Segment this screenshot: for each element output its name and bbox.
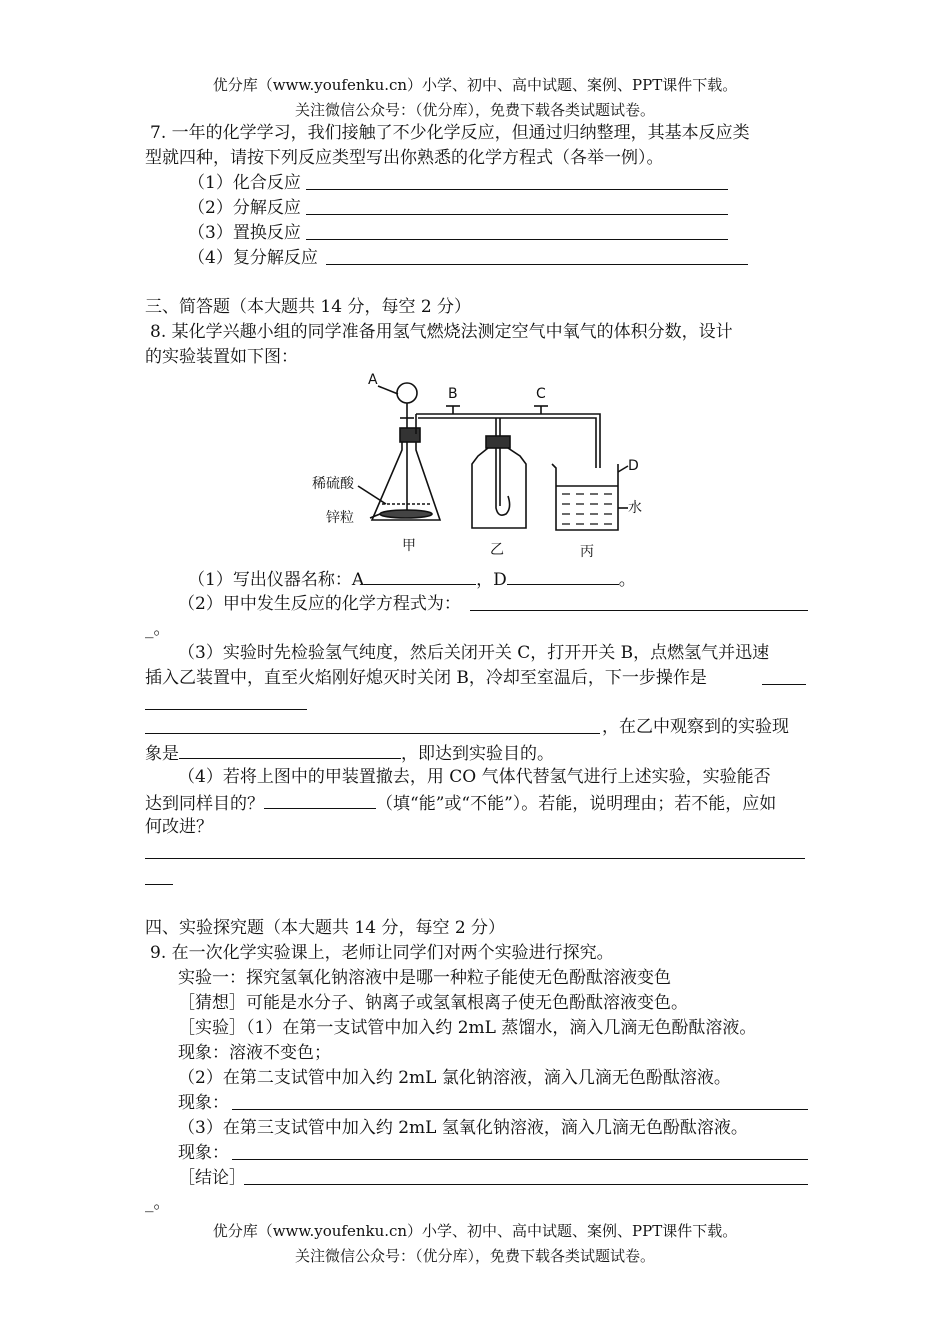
label-water: 水: [628, 500, 642, 516]
q8-part-1-b: ，D: [476, 570, 507, 590]
q7-item-2: （2）分解反应: [188, 198, 301, 218]
beaker-bing-icon: [552, 464, 628, 530]
q7-line-2: 型就四种，请按下列反应类型写出你熟悉的化学方程式（各举一例）。: [145, 148, 664, 168]
answer-blank-D[interactable]: [507, 566, 619, 585]
q9-exp1: 实验一：探究氢氧化钠溶液中是哪一种粒子能使无色酚酞溶液变色: [178, 968, 671, 988]
header-line-1: 优分库（www.youfenku.cn）小学、初中、高中试题、案例、PPT课件下载。: [212, 76, 738, 94]
label-acid: 稀硫酸: [312, 476, 354, 492]
label-yi: 乙: [490, 542, 504, 558]
q7-item-3: （3）置换反应: [188, 223, 301, 243]
q8-part-3-line-1: （3）实验时先检验氢气纯度，然后关闭开关 C，打开开关 B，点燃氢气并迅速: [178, 643, 770, 663]
q7-item-1: （1）化合反应: [188, 173, 301, 193]
q8-part-3-line-4: [145, 740, 554, 766]
q8-operation-blank-c[interactable]: [145, 733, 600, 734]
q8-operation-blank-b[interactable]: [145, 709, 307, 710]
q9-obs-1: 现象：溶液不变色；: [178, 1043, 331, 1063]
q8-operation-blank-a[interactable]: [762, 684, 806, 685]
label-jia: 甲: [402, 538, 416, 554]
q8-part-1-c: 。: [618, 570, 636, 590]
bottle-yi-icon: [472, 436, 526, 528]
q8-part-3-line-2: 插入乙装置中，直至火焰刚好熄灭时关闭 B，冷却至室温后，下一步操作是: [145, 668, 707, 688]
answer-blank-phenomenon[interactable]: [179, 740, 401, 759]
apparatus-diagram: [300, 368, 660, 563]
q8-part-4-line-1: （4）若将上图中的甲装置撤去，用 CO 气体代替氢气进行上述实验，实验能否: [178, 767, 771, 787]
q9-conclusion: ［结论］: [178, 1168, 246, 1188]
q7-answer-line-4[interactable]: [326, 264, 748, 265]
section4-title: 四、实验探究题（本大题共 14 分，每空 2 分）: [145, 918, 506, 938]
q8-line-2: 的实验装置如下图：: [145, 347, 298, 367]
q8-part-3-line-4-b: ，即达到实验目的。: [401, 744, 554, 764]
q8-part-3-line-3: ，在乙中观察到的实验现: [602, 717, 789, 737]
q8-part-4-line-2: [145, 790, 776, 816]
label-A: A: [368, 372, 378, 388]
label-zinc: 锌粒: [326, 510, 354, 526]
label-D: D: [628, 458, 639, 474]
q9-end: _。: [145, 1193, 171, 1213]
q8-improve-line[interactable]: [145, 858, 805, 859]
q7-answer-line-2[interactable]: [306, 214, 728, 215]
q8-part-2-end: _。: [145, 619, 171, 639]
q9-obs-2-line[interactable]: [232, 1109, 808, 1110]
q9-intro: 9. 在一次化学实验课上，老师让同学们对两个实验进行探究。: [150, 943, 614, 963]
footer-line-2: 关注微信公众号：（优分库），免费下载各类试题试卷。: [294, 1247, 655, 1265]
q8-part-4-line-2-b: （填“能”或“不能”）。若能，说明理由；若不能，应如: [376, 794, 777, 814]
q8-part-1: [188, 566, 636, 592]
label-bing: 丙: [580, 544, 594, 560]
q7-item-4: （4）复分解反应: [188, 248, 318, 268]
q9-exp-c: （3）在第三支试管中加入约 2mL 氢氧化钠溶液，滴入几滴无色酚酞溶液。: [178, 1118, 748, 1138]
q8-part-4-line-3: 何改进？: [145, 817, 213, 837]
q7-answer-line-1[interactable]: [306, 189, 728, 190]
q9-obs-3: 现象：: [178, 1143, 229, 1163]
q9-exp-b: （2）在第二支试管中加入约 2mL 氯化钠溶液，滴入几滴无色酚酞溶液。: [178, 1068, 731, 1088]
q8-part-3-line-4-a: 象是: [145, 744, 179, 764]
q9-conclusion-line[interactable]: [244, 1184, 808, 1185]
answer-blank-can-or-not[interactable]: [264, 790, 376, 809]
answer-blank-A[interactable]: [364, 566, 476, 585]
label-B: B: [448, 386, 458, 402]
q9-exp-a: ［实验］（1）在第一支试管中加入约 2mL 蒸馏水，滴入几滴无色酚酞溶液。: [178, 1018, 757, 1038]
q7-line-1: 7. 一年的化学学习，我们接触了不少化学反应，但通过归纳整理，其基本反应类: [150, 123, 750, 143]
section3-title: 三、简答题（本大题共 14 分，每空 2 分）: [145, 297, 472, 317]
q8-part-1-a: （1）写出仪器名称：A: [188, 570, 365, 590]
q8-equation-line[interactable]: [470, 610, 808, 611]
q9-obs-2: 现象：: [178, 1093, 229, 1113]
q8-improve-line-end[interactable]: [145, 884, 173, 885]
q9-obs-3-line[interactable]: [232, 1159, 808, 1160]
q7-answer-line-3[interactable]: [306, 239, 728, 240]
q8-part-2: （2）甲中发生反应的化学方程式为：: [178, 594, 461, 614]
q8-line-1: 8. 某化学兴趣小组的同学准备用氢气燃烧法测定空气中氧气的体积分数，设计: [150, 322, 733, 342]
footer-line-1: 优分库（www.youfenku.cn）小学、初中、高中试题、案例、PPT课件下载。: [212, 1222, 738, 1240]
flask-jia-icon: [358, 414, 440, 520]
header-line-2: 关注微信公众号：（优分库），免费下载各类试题试卷。: [294, 101, 655, 119]
label-C: C: [536, 386, 546, 402]
q9-guess: ［猜想］可能是水分子、钠离子或氢氧根离子使无色酚酞溶液变色。: [178, 993, 688, 1013]
q8-part-4-line-2-a: 达到同样目的？: [145, 794, 264, 814]
